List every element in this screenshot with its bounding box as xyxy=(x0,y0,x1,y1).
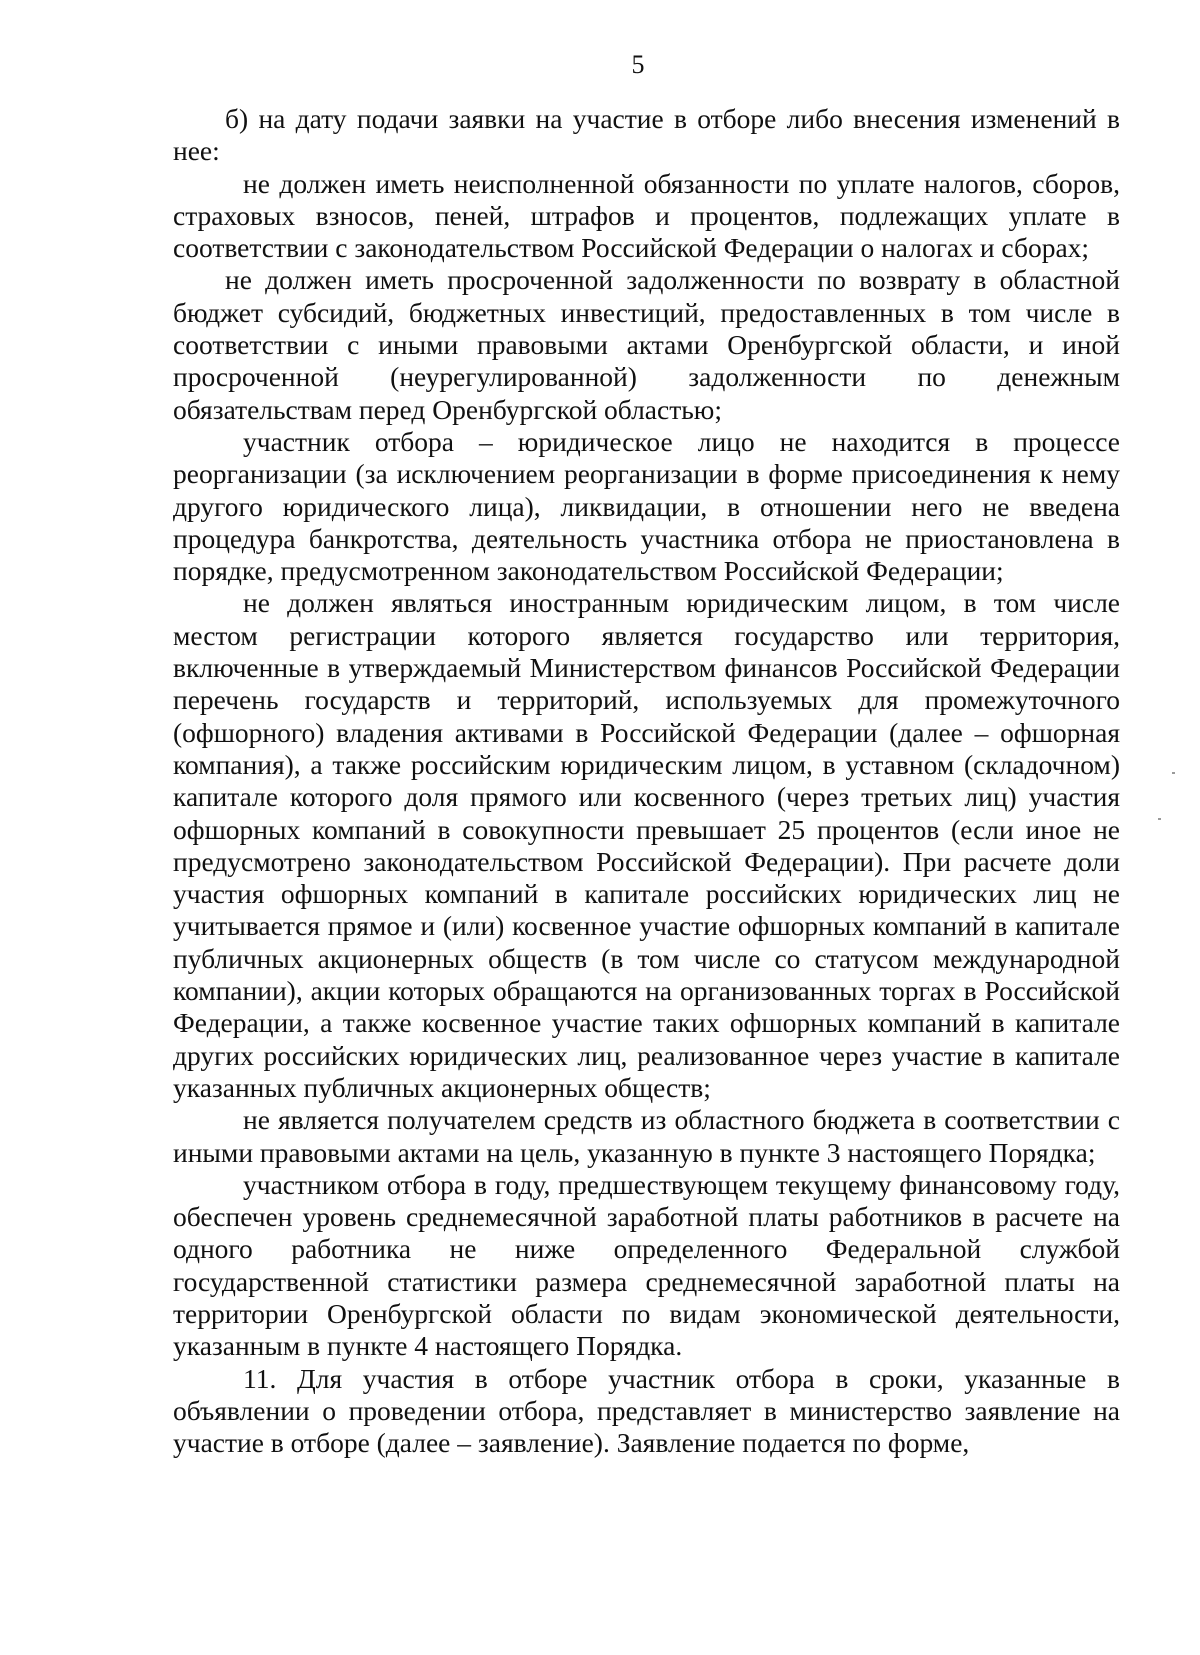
paragraph-b: б) на дату подачи заявки на участие в отборе либо внесения изменений в нее: xyxy=(173,103,1120,167)
paragraph-no-tax-debt: не должен иметь неисполненной обязанности по уплате налогов, сборов, страховых взносов, пеней, штрафов и процентов, подлежащих уплате в соответствии с законодательством Российской Федерации о налогах и сборах; xyxy=(173,167,1120,264)
document-body xyxy=(173,103,1120,1459)
paragraph-no-reorganization: участник отбора – юридическое лицо не находится в процессе реорганизации (за исключением реорганизации в форме присоединения к нему другого юридического лица), ликвидации, в отношении него не введена процедура банкротства, деятельность участника отбора не приостановлена в порядке, предусмотренном законодательством Российской Федерации; xyxy=(173,425,1120,587)
scan-speck xyxy=(1172,772,1175,774)
paragraph-no-overdue-debt: не должен иметь просроченной задолженности по возврату в областной бюджет субсидий, бюджетных инвестиций, предоставленных в том числе в соответствии с иными правовыми актами Оренбургской области, и иной просроченной (неурегулированной) задолженности по денежным обязательствам перед Оренбургской областью; xyxy=(173,264,1120,425)
paragraph-not-offshore: не должен являться иностранным юридическим лицом, в том числе местом регистрации которого является государство или территория, включенные в утверждаемый Министерством финансов Российской Федерации перечень государств и территорий, используемых для промежуточного (офшорного) владения активами в Российской Федерации (далее – офшорная компания), а также российским юридическим лицом, в уставном (складочном) капитале которого доля прямого или косвенного (через третьих лиц) участия офшорных компаний в совокупности превышает 25 процентов (если иное не предусмотрено законодательством Российской Федерации). При расчете доли участия офшорных компаний в капитале российских юридических лиц не учитывается прямое и (или) косвенное участие офшорных компаний в капитале публичных акционерных обществ (в том числе со статусом международной компании), акции которых обращаются на организованных торгах в Российской Федерации, а также косвенное участие таких офшорных компаний в капитале других российских юридических лиц, реализованное через участие в капитале указанных публичных акционерных обществ; xyxy=(173,587,1120,1103)
paragraph-item-11: 11. Для участия в отборе участник отбора в сроки, указанные в объявлении о проведении отбора, представляет в министерство заявление на участие в отборе (далее – заявление). Заявление подается по форме, xyxy=(173,1362,1120,1459)
scan-speck xyxy=(1158,818,1161,820)
page-number: 5 xyxy=(631,50,645,79)
paragraph-salary-level: участником отбора в году, предшествующем текущему финансовому году, обеспечен уровень среднемесячной заработной платы работников в расчете на одного работника не ниже определенного Федеральной службой государственной статистики размера среднемесячной заработной платы на территории Оренбургской области по видам экономической деятельности, указанным в пункте 4 настоящего Порядка. xyxy=(173,1168,1120,1362)
paragraph-not-recipient: не является получателем средств из областного бюджета в соответствии с иными правовыми актами на цель, указанную в пункте 3 настоящего Порядка; xyxy=(173,1104,1120,1168)
